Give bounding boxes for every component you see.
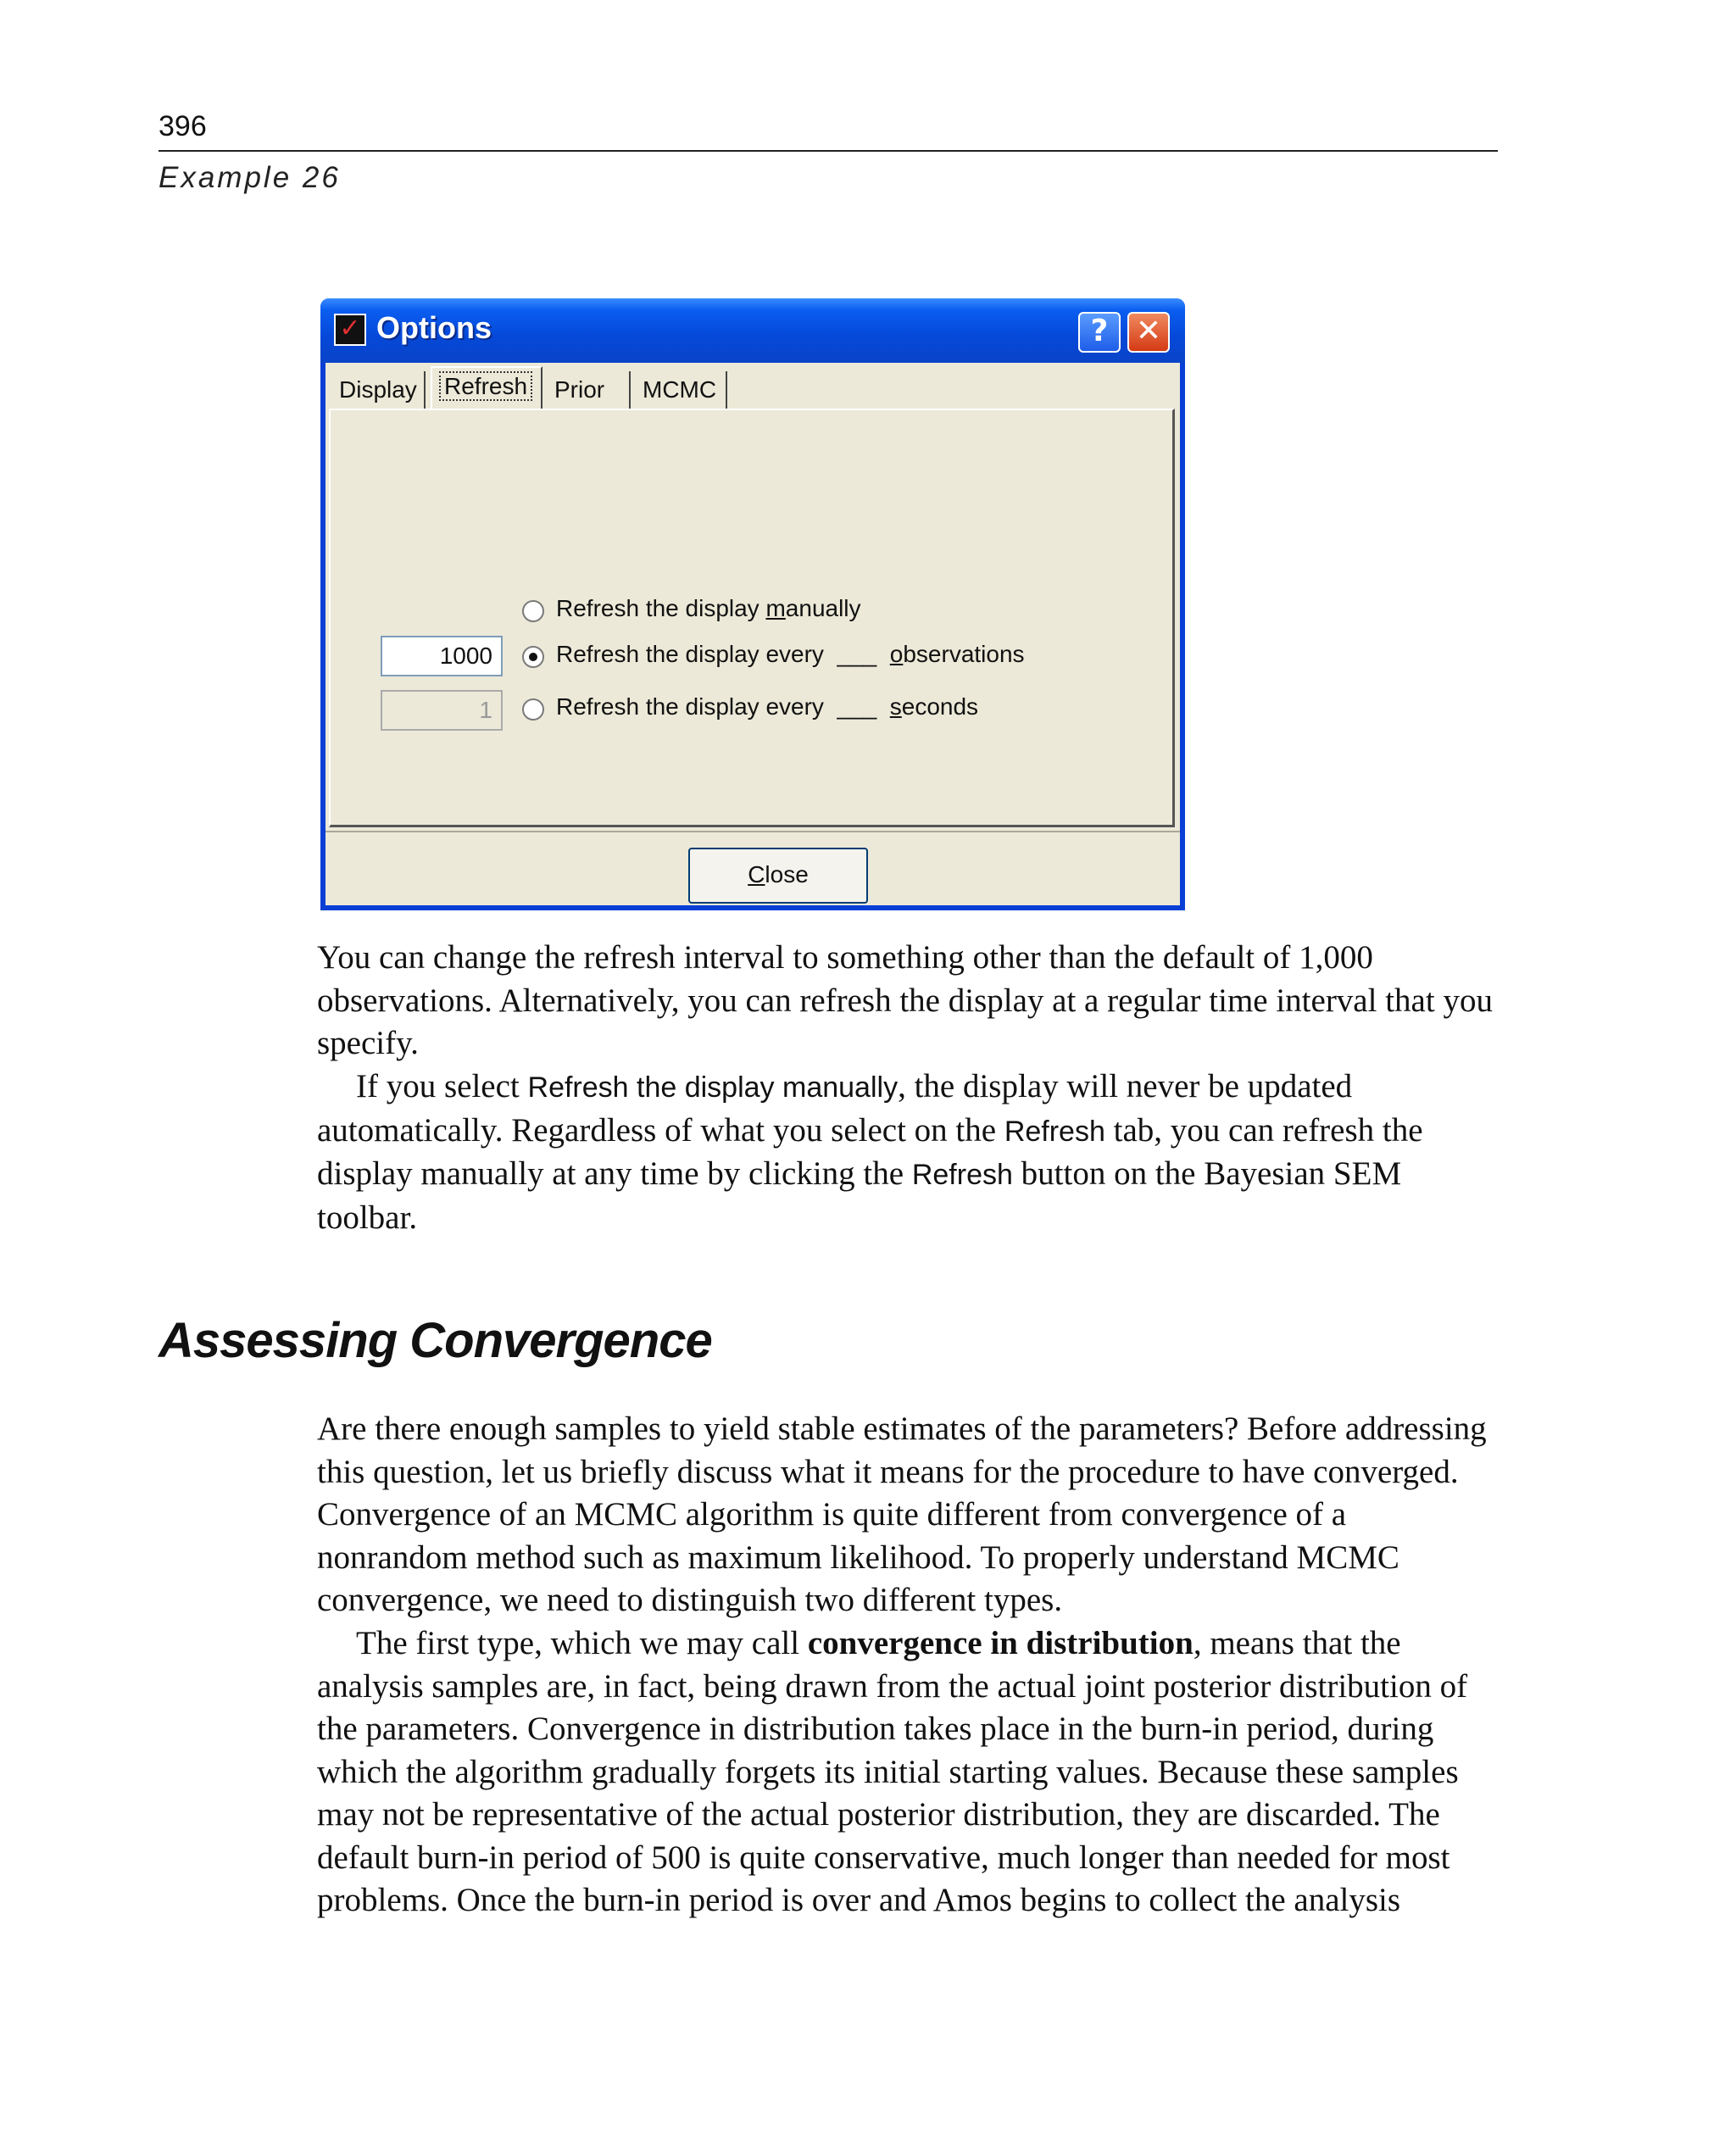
label-refresh-observations: Refresh the display every ___ observations <box>556 641 1025 667</box>
ui-term-refresh-tab: Refresh <box>1004 1115 1105 1148</box>
label-refresh-manually: Refresh the display manually <box>556 595 861 621</box>
tab-strip <box>326 363 1180 410</box>
observations-input[interactable]: 1000 <box>381 636 503 676</box>
tab-prior-label: Prior <box>554 376 605 403</box>
tab-refresh[interactable] <box>431 366 542 410</box>
tab-mcmc[interactable] <box>634 371 727 409</box>
section-title: Assessing Convergence <box>159 1313 712 1368</box>
tab-refresh-label: Refresh <box>441 373 531 399</box>
tab-display[interactable] <box>331 371 426 409</box>
label-refresh-seconds: Refresh the display every ___ seconds <box>556 693 979 720</box>
tab-display-label: Display <box>339 376 417 403</box>
dialog-client-area <box>326 363 1180 905</box>
window-close-button[interactable]: ✕ <box>1127 312 1170 353</box>
paragraph-refresh-interval: You can change the refresh interval to something other than the default of 1,000 observations. Alternatively, you can refresh the display at a regular time interval that you specify. <box>317 939 1493 1061</box>
tab-prior[interactable] <box>546 371 631 409</box>
radio-refresh-observations[interactable] <box>522 646 544 668</box>
dialog-titlebar <box>320 298 1185 363</box>
radio-refresh-manually[interactable] <box>522 600 544 622</box>
dialog-title: Options <box>376 310 492 345</box>
checkbox-app-icon: ✓ <box>334 314 366 346</box>
paragraph-convergence-intro: Are there enough samples to yield stable estimates of the parameters? Before addressing this question, let us briefly discuss what it means for the procedure to have converged. Convergence of an MCMC algorithm is quite different from convergence of a nonrandom method such as maximum likelihood. To properly understand MCMC convergence, we need to distinguish two different types. <box>317 1410 1487 1618</box>
tab-mcmc-label: MCMC <box>643 376 717 403</box>
seconds-input[interactable]: 1 <box>381 690 503 731</box>
help-button[interactable]: ? <box>1078 312 1121 353</box>
radio-refresh-seconds[interactable] <box>522 698 544 721</box>
close-button[interactable]: Close <box>688 848 868 904</box>
footer-separator <box>326 831 1180 832</box>
ui-term-refresh-button: Refresh <box>911 1159 1013 1191</box>
header-rule <box>159 150 1498 152</box>
running-head: Example 26 <box>159 161 341 194</box>
options-dialog <box>320 298 1185 910</box>
ui-term-refresh-manually: Refresh the display manually <box>527 1071 899 1104</box>
term-convergence-in-distribution: convergence in distribution <box>807 1625 1194 1661</box>
page-number: 396 <box>159 110 207 142</box>
paragraph-refresh-manually: If you select Refresh the display manually, the display will never be updated automatically. Regardless of what you select on the Refresh tab, you can refresh the display manually at any time by clicking the Refresh button on the Bayesian SEM toolbar. <box>317 1068 1423 1236</box>
paragraph-convergence-in-distribution: The first type, which we may call convergence in distribution, means that the analysis samples are, in fact, being drawn from the actual joint posterior distribution of the parameters. Convergence in distribution takes place in the burn-in period, during which the algorithm gradually forgets its initial starting values. Because these samples may not be representative of the actual posterior distribution, they are discarded. The default burn-in period of 500 is quite conservative, much longer than needed for most problems. Once the burn-in period is over and Amos begins to collect the analysis <box>317 1625 1468 1918</box>
